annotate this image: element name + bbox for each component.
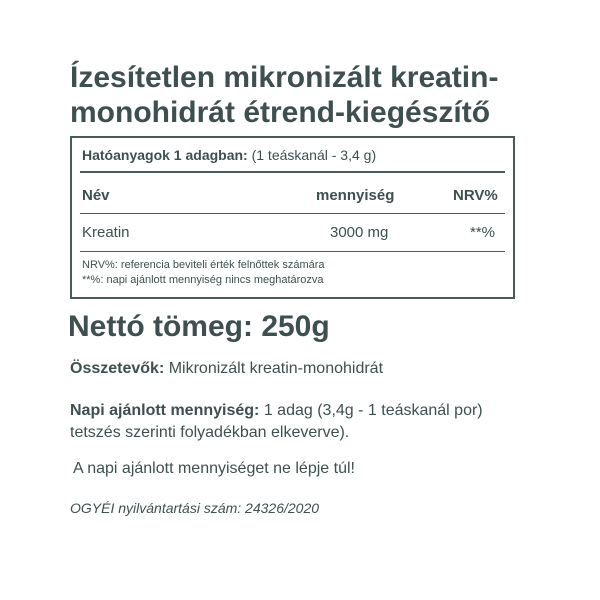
dosage-text: 1 adag (3,4g - 1 teáskanál por) tetszés szerinti folyadékban elkeverve). xyxy=(70,402,483,441)
serving-label: Hatóanyagok 1 adagban: xyxy=(82,147,248,163)
ingredients-label: Összetevők: xyxy=(70,360,165,377)
divider-bottom xyxy=(80,251,505,252)
row-name: Kreatin xyxy=(82,224,130,241)
footnote-asterisk: **%: napi ajánlott mennyiség nincs meghatározva xyxy=(82,274,324,286)
column-header-nrv: NRV% xyxy=(453,187,498,204)
product-title-line-1: Ízesítetlen mikronizált kreatin- xyxy=(70,61,499,94)
registration-number: OGYÉI nyilvántartási szám: 24326/2020 xyxy=(70,500,320,516)
ingredients xyxy=(70,358,383,380)
divider-top xyxy=(80,171,505,173)
footnote-nrv: NRV%: referencia beviteli érték felnőttek számára xyxy=(82,259,325,271)
divider-header xyxy=(80,213,505,214)
product-title xyxy=(70,60,590,130)
serving-value: (1 teáskanál - 3,4 g) xyxy=(251,147,377,163)
net-weight: Nettó tömeg: 250g xyxy=(68,310,330,343)
dosage-label: Napi ajánlott mennyiség: xyxy=(70,402,260,419)
nutrition-facts-box xyxy=(70,136,515,299)
dosage-warning: A napi ajánlott mennyiséget ne lépje túl! xyxy=(73,460,355,477)
product-title-line-2: monohidrát étrend-kiegészítő xyxy=(70,96,491,129)
row-amount: 3000 mg xyxy=(330,224,389,241)
column-header-amount: mennyiség xyxy=(316,187,395,204)
row-nrv: **% xyxy=(470,224,496,241)
column-header-name: Név xyxy=(82,187,110,204)
recommended-dosage xyxy=(70,400,530,444)
ingredients-text: Mikronizált kreatin-monohidrát xyxy=(168,360,384,377)
serving-info xyxy=(82,147,376,163)
